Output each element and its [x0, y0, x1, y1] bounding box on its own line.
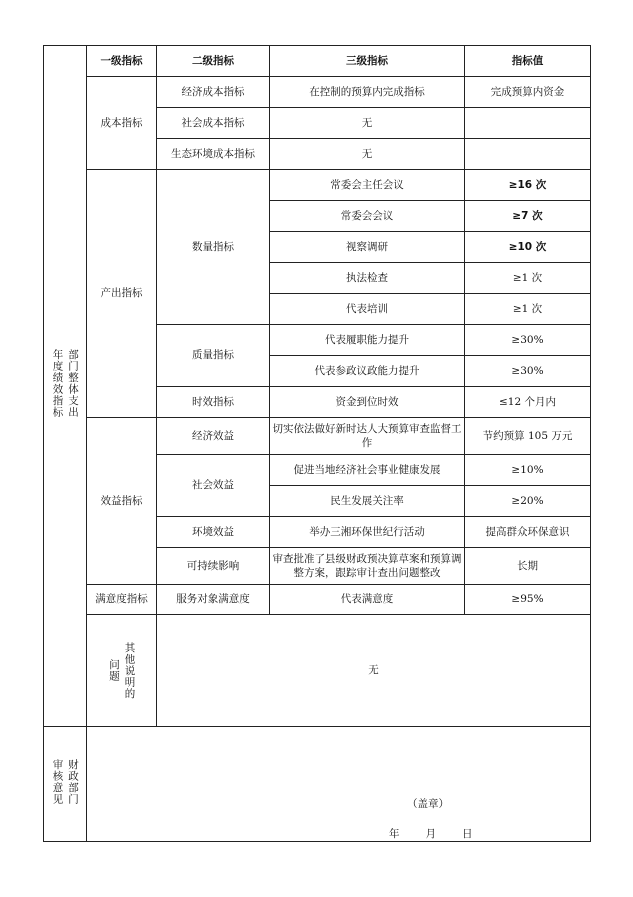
cost-l3: 在控制的预算内完成指标	[270, 77, 465, 108]
quantity-l3: 执法检查	[270, 263, 465, 294]
side-label-finance-b: 审核意见	[51, 758, 64, 805]
seal-label: （盖章）	[407, 798, 449, 810]
sustainable-value: 长期	[465, 548, 591, 585]
sustainable-l3: 审查批准了县级财政预决算草案和预算调整方案，跟踪审计查出问题整改	[270, 548, 465, 585]
cost-l2: 社会成本指标	[157, 108, 270, 139]
header-level1: 一级指标	[87, 46, 157, 77]
cost-l1: 成本指标	[87, 77, 157, 170]
cost-l3: 无	[270, 139, 465, 170]
table-row	[44, 77, 591, 108]
quality-l2: 质量指标	[157, 325, 270, 387]
economic-value: 节约预算 105 万元	[465, 418, 591, 455]
timeliness-value: ≤12 个月内	[465, 387, 591, 418]
cost-value	[465, 139, 591, 170]
quality-l3: 代表履职能力提升	[270, 325, 465, 356]
main-side-label	[44, 46, 87, 727]
finance-review-content	[87, 727, 591, 842]
social-l3: 促进当地经济社会事业健康发展	[270, 455, 465, 486]
satisfaction-l1: 满意度指标	[87, 585, 157, 615]
header-value: 指标值	[465, 46, 591, 77]
quantity-l3: 视察调研	[270, 232, 465, 263]
quality-value: ≥30%	[465, 356, 591, 387]
table-row	[44, 418, 591, 455]
side-label-finance-a: 财政部门	[67, 758, 79, 805]
social-value: ≥20%	[465, 486, 591, 517]
timeliness-l3: 资金到位时效	[270, 387, 465, 418]
environment-l3: 举办三湘环保世纪行活动	[270, 517, 465, 548]
side-label-main-b: 年度绩效指标	[51, 349, 64, 419]
social-l2: 社会效益	[157, 455, 270, 517]
finance-review-row	[44, 727, 591, 842]
satisfaction-value: ≥95%	[465, 585, 591, 615]
quality-value: ≥30%	[465, 325, 591, 356]
output-l1: 产出指标	[87, 170, 157, 418]
year-label: 年	[389, 828, 400, 840]
finance-side-label	[44, 727, 87, 842]
environment-value: 提高群众环保意识	[465, 517, 591, 548]
satisfaction-l3: 代表满意度	[270, 585, 465, 615]
cost-value: 完成预算内资金	[465, 77, 591, 108]
performance-table	[43, 45, 591, 842]
quantity-l3: 代表培训	[270, 294, 465, 325]
header-level3: 三级指标	[270, 46, 465, 77]
social-l3: 民生发展关注率	[270, 486, 465, 517]
cost-value	[465, 108, 591, 139]
other-side-label	[87, 615, 157, 727]
quantity-l2: 数量指标	[157, 170, 270, 325]
day-label: 日	[462, 828, 473, 840]
quantity-value: ≥1 次	[465, 294, 591, 325]
other-notes-content: 无	[157, 615, 591, 727]
quantity-value: ≥10 次	[465, 232, 591, 263]
other-notes-row	[44, 615, 591, 727]
quantity-value: ≥16 次	[465, 170, 591, 201]
cost-l2: 生态环境成本指标	[157, 139, 270, 170]
quantity-l3: 常委会会议	[270, 201, 465, 232]
cost-l3: 无	[270, 108, 465, 139]
header-row	[44, 46, 591, 77]
economic-l2: 经济效益	[157, 418, 270, 455]
social-value: ≥10%	[465, 455, 591, 486]
timeliness-l2: 时效指标	[157, 387, 270, 418]
economic-l3: 切实依法做好新时达人大预算审查监督工作	[270, 418, 465, 455]
quantity-value: ≥7 次	[465, 201, 591, 232]
sustainable-l2: 可持续影响	[157, 548, 270, 585]
table-row	[44, 170, 591, 201]
side-label-main-a: 部门整体支出	[67, 349, 79, 419]
header-level2: 二级指标	[157, 46, 270, 77]
quantity-value: ≥1 次	[465, 263, 591, 294]
table-row	[44, 585, 591, 615]
environment-l2: 环境效益	[157, 517, 270, 548]
side-label-other-b: 问题	[108, 659, 120, 682]
benefit-l1: 效益指标	[87, 418, 157, 585]
satisfaction-l2: 服务对象满意度	[157, 585, 270, 615]
quantity-l3: 常委会主任会议	[270, 170, 465, 201]
month-label: 月	[425, 828, 436, 840]
quality-l3: 代表参政议政能力提升	[270, 356, 465, 387]
date-line	[389, 827, 473, 841]
side-label-other-a: 其他说明的	[123, 641, 136, 700]
cost-l2: 经济成本指标	[157, 77, 270, 108]
